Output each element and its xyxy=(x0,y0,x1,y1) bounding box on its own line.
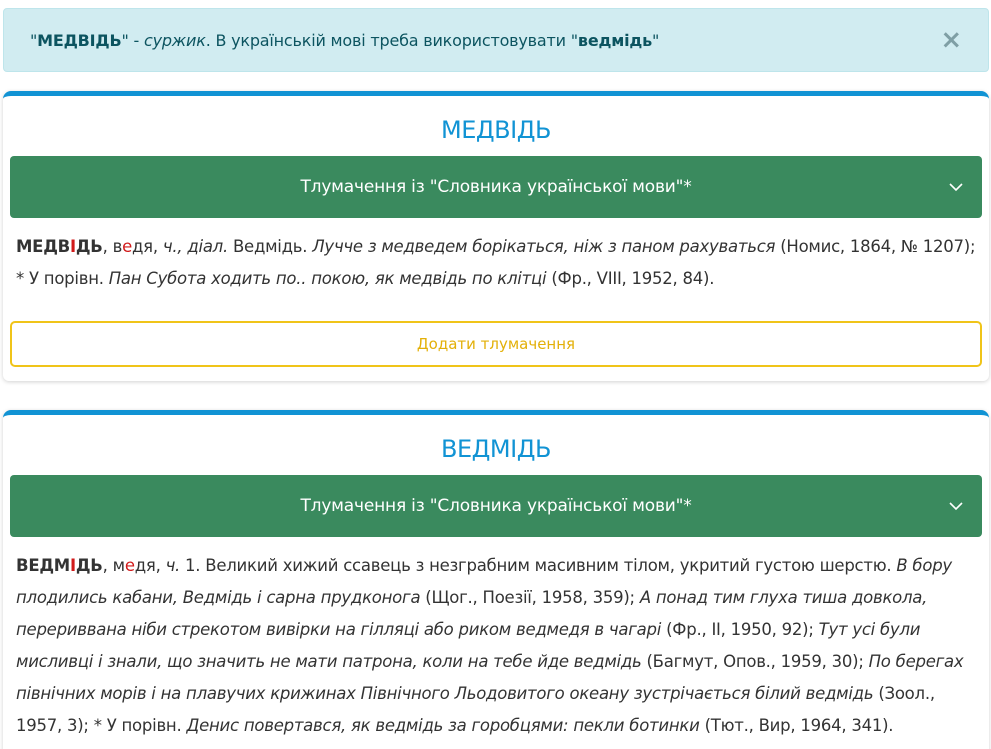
card-title: МЕДВІДЬ xyxy=(441,116,551,144)
accordion-label: Тлумачення із "Словника української мови"* xyxy=(300,496,692,516)
add-definition-button[interactable]: Додати тлумачення xyxy=(10,321,982,367)
chevron-down-icon xyxy=(948,498,964,514)
surzhyk-alert xyxy=(3,8,989,72)
word-card-vedmid xyxy=(3,410,989,749)
chevron-down-icon xyxy=(948,179,964,195)
dictionary-accordion-header[interactable] xyxy=(10,475,982,537)
dictionary-accordion-header[interactable] xyxy=(10,156,982,218)
alert-kind: суржик xyxy=(143,30,206,50)
close-icon[interactable]: × xyxy=(940,25,962,55)
definition-text: МЕДВІДЬ, ведя, ч., діал. Ведмідь. Лучче з медведем борікаться, ніж з паном рахуваться (Номис, 1864, № 1207); * У порівн. Пан Субота ходить по.. покою, як медвідь по клітці (Фр., VIII, 1952, 84). xyxy=(16,237,976,288)
alert-text: "МЕДВІДЬ" - суржик. В українській мові треба використовувати "ведмідь" xyxy=(30,30,660,50)
definition-text: ВЕДМІДЬ, медя, ч. 1. Великий хижий ссавець з незграбним масивним тілом, укритий густою шерстю. В бору плодились кабани, Ведмідь і сарна прудконога (Щог., Поезії, 1958, 359); А понад тим глуха тиша довкола, перериввана ніби стрекотом вивірки на гілляці або риком ведмедя в чагарі (Фр., II, 1950, 92); Тут усі були мисливці і знали, що значить не мати патрона, коли на тебе йде ведмідь (Багмут, Опов., 1959, 30); По берегах північних морів і на плавучих крижинах Північного Льодовитого океану зустрічається білий ведмідь (Зоол., 1957, 3); * У порівн. Денис повертався, як ведмідь за горобцями: пекли ботинки (Тют., Вир, 1964, 341). xyxy=(16,556,964,735)
alert-correct-word: ведмідь xyxy=(577,30,652,50)
alert-word: МЕДВІДЬ xyxy=(37,30,122,50)
headword: МЕДВІДЬ xyxy=(16,237,103,256)
headword: ВЕДМІДЬ xyxy=(16,556,103,575)
card-title: ВЕДМІДЬ xyxy=(441,435,551,463)
accordion-label: Тлумачення із "Словника української мови"* xyxy=(300,177,692,197)
word-card-medvid xyxy=(3,91,989,381)
